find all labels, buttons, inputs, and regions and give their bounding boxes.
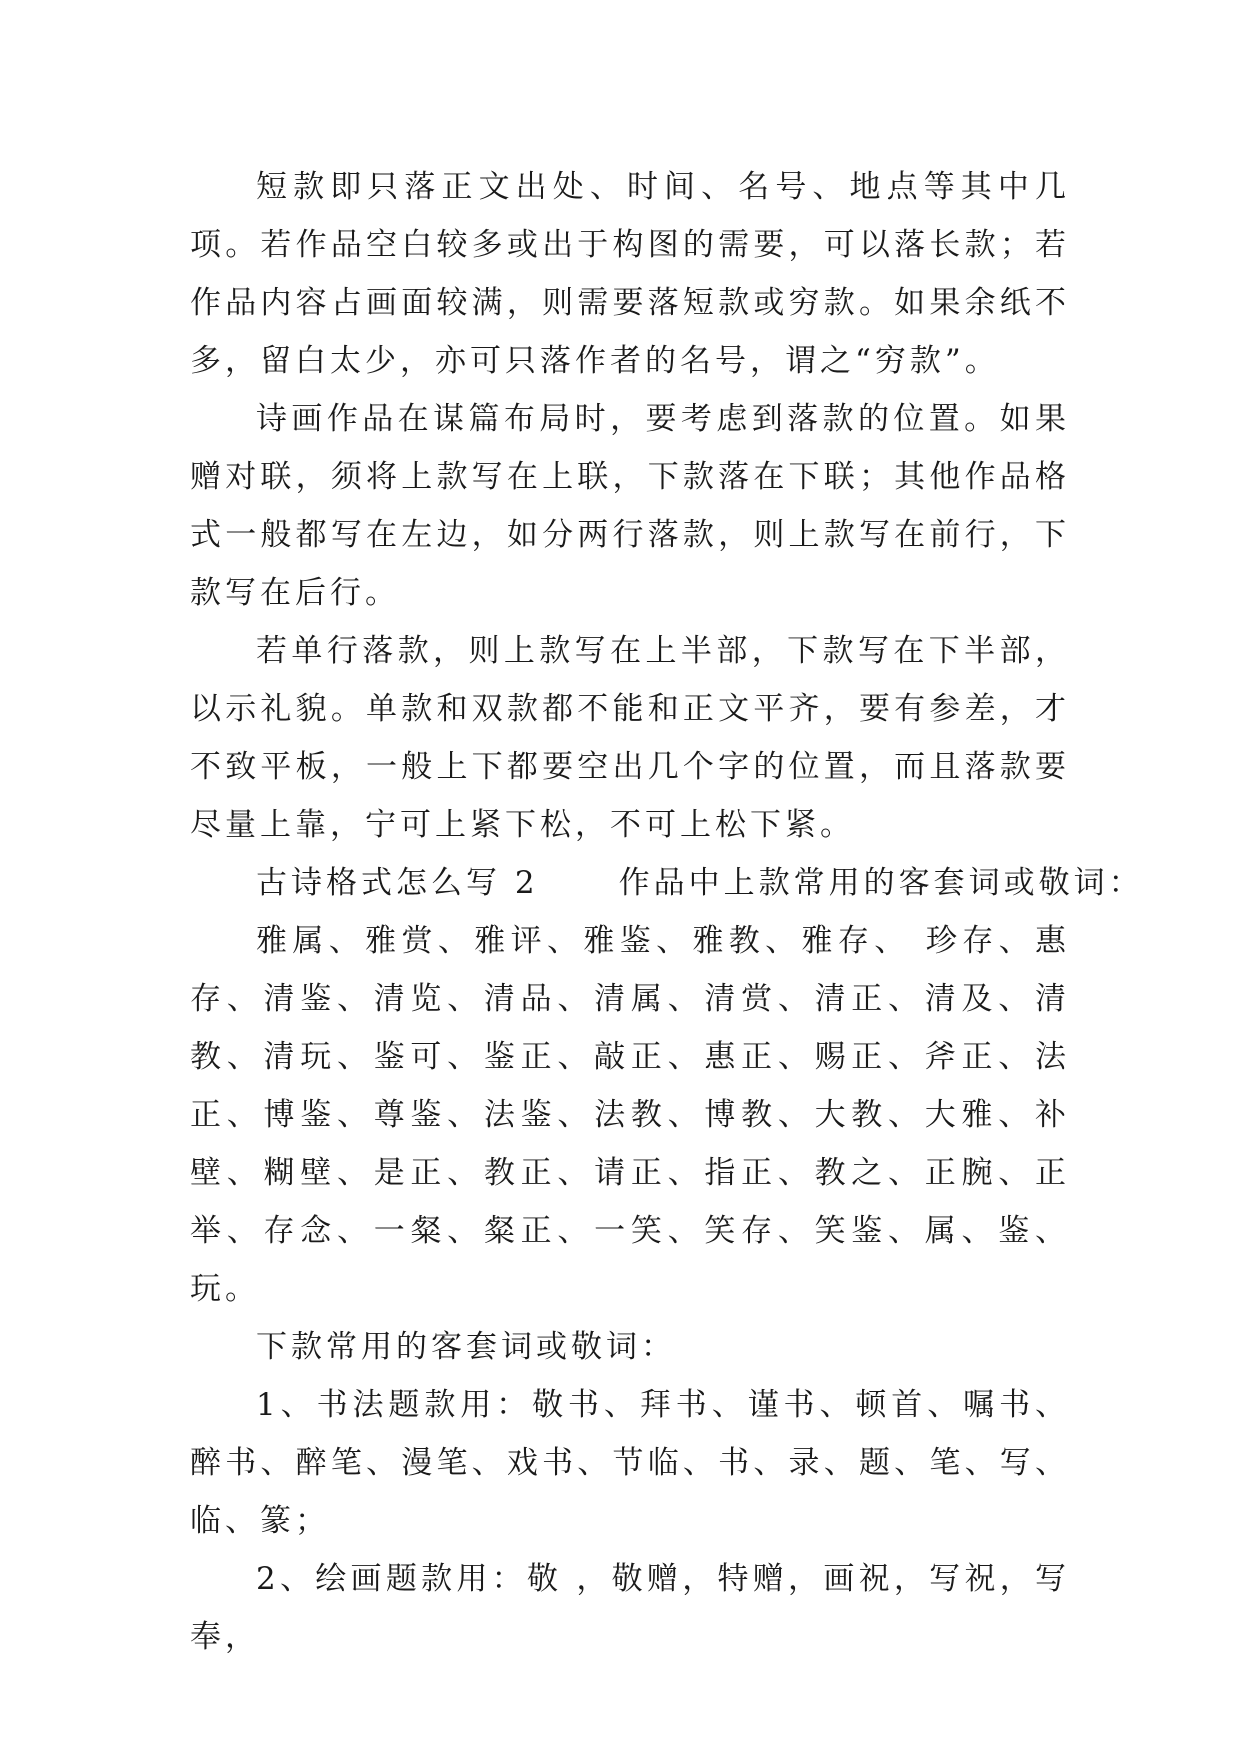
paragraph-lower-intro: 下款常用的客套词或敬词： <box>256 1329 676 1365</box>
document-body <box>190 158 1144 1666</box>
paragraph-calligraphy-terms: 1、书法题款用：敬书、拜书、谨书、顿首、嘱书、醉书、醉笔、漫笔、戏书、节临、书、录、题、笔、写、临、篆； <box>190 1387 1070 1539</box>
paragraph-painting-terms: 2、绘画题款用：敬 ，敬赠，特赠，画祝，写祝，写奉， <box>190 1561 1070 1655</box>
paragraph-upper-terms: 雅属、雅赏、雅评、雅鉴、雅教、雅存、 珍存、惠存、清鉴、清览、清品、清属、清赏、清正、清及、清教、清玩、鉴可、鉴正、敲正、惠正、赐正、斧正、法正、博鉴、尊鉴、法鉴、法教、博教、大教、大雅、补壁、糊壁、是正、教正、请正、指正、教之、正腕、正举、存念、一粲、粲正、一笑、笑存、笑鉴、属、鉴、玩。 <box>190 923 1070 1307</box>
section-heading-line <box>190 854 1144 912</box>
section-intro: 作品中上款常用的客套词或敬词： <box>618 865 1144 901</box>
section-title: 古诗格式怎么写 2 <box>256 865 539 901</box>
paragraph-short-inscription: 短款即只落正文出处、时间、名号、地点等其中几项。若作品空白较多或出于构图的需要，可以落长款；若作品内容占画面较满，则需要落短款或穷款。如果余纸不多，留白太少，亦可只落作者的名号，谓之“穷款”。 <box>190 169 1070 379</box>
paragraph-single-line: 若单行落款，则上款写在上半部，下款写在下半部，以示礼貌。单款和双款都不能和正文平齐，要有参差，才不致平板，一般上下都要空出几个字的位置，而且落款要尽量上靠，宁可上紧下松，不可上松下紧。 <box>190 633 1070 843</box>
paragraph-layout-position: 诗画作品在谋篇布局时，要考虑到落款的位置。如果赠对联，须将上款写在上联，下款落在下联；其他作品格式一般都写在左边，如分两行落款，则上款写在前行，下款写在后行。 <box>190 401 1070 611</box>
